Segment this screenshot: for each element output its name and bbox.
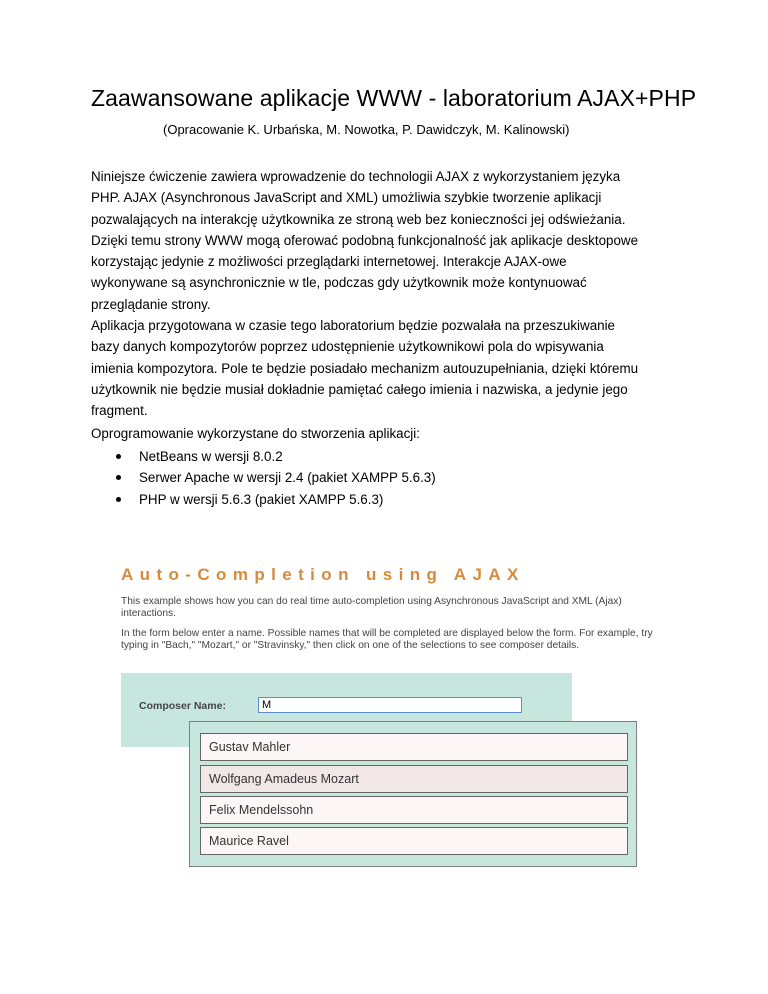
list-item: NetBeans w wersji 8.0.2 <box>91 446 436 467</box>
intro-line: Niniejsze ćwiczenie zawiera wprowadzenie do technologii AJAX z wykorzystaniem języka <box>91 169 621 184</box>
autocomplete-dropdown <box>189 721 637 867</box>
screenshot-title: Auto-Completion using AJAX <box>121 565 525 584</box>
intro-line: PHP. AJAX (Asynchronous JavaScript and XML) umożliwia szybkie tworzenie aplikacji <box>91 190 602 206</box>
composer-name-input[interactable] <box>258 697 522 713</box>
intro-line: przeglądanie strony. <box>91 296 211 312</box>
list-item: PHP w wersji 5.6.3 (pakiet XAMPP 5.6.3) <box>91 489 436 510</box>
intro-line: korzystając jedynie z możliwości przeglądarki internetowej. Interakcje AJAX-owe <box>91 254 567 270</box>
suggestion-item[interactable]: Wolfgang Amadeus Mozart <box>200 765 628 793</box>
intro-line: fragment. <box>91 403 148 419</box>
document-title: Zaawansowane aplikacje WWW - laboratorium AJAX+PHP <box>91 85 697 111</box>
intro-line: Aplikacja przygotowana w czasie tego laboratorium będzie pozwalała na przeszukiwanie <box>91 318 616 334</box>
suggestion-item[interactable]: Gustav Mahler <box>200 733 628 761</box>
screenshot-instructions: In the form below enter a name. Possible names that will be completed are displayed below the form. For example, try typing in "Bach," "Mozart," or "Stravinsky," then click on one of the selections to see composer details. <box>121 628 653 651</box>
screenshot-description: This example shows how you can do real time auto-completion using Asynchronous JavaScript and XML (Ajax) interactions. <box>121 596 622 619</box>
list-item: Serwer Apache w wersji 2.4 (pakiet XAMPP 5.6.3) <box>91 467 436 488</box>
intro-line: Dzięki temu strony WWW mogą oferować podobną funkcjonalność jak aplikacje desktopowe <box>91 232 639 248</box>
intro-line: imienia kompozytora. Pole te będzie posiadało mechanizm autouzupełniania, dzięki któremu <box>91 360 639 376</box>
intro-line: wykonywane są asynchronicznie w tle, podczas gdy użytkownik może kontynuować <box>91 275 587 291</box>
intro-line: bazy danych kompozytorów poprzez udostępnienie użytkownikowi pola do wpisywania <box>91 339 604 355</box>
tools-heading: Oprogramowanie wykorzystane do stworzenia aplikacji: <box>91 426 420 441</box>
intro-line: pozwalających na interakcję użytkownika ze stroną web bez konieczności jej odświeżania. <box>91 211 626 227</box>
suggestion-item[interactable]: Maurice Ravel <box>200 827 628 855</box>
composer-name-label: Composer Name: <box>139 700 226 712</box>
document-authors: (Opracowanie K. Urbańska, M. Nowotka, P. Dawidczyk, M. Kalinowski) <box>163 122 570 137</box>
intro-paragraph <box>91 166 691 422</box>
tools-list <box>91 446 436 510</box>
suggestion-item[interactable]: Felix Mendelssohn <box>200 796 628 824</box>
intro-line: użytkownik nie będzie musiał dokładnie pamiętać całego imienia i nazwiska, a jedynie jego <box>91 381 628 397</box>
